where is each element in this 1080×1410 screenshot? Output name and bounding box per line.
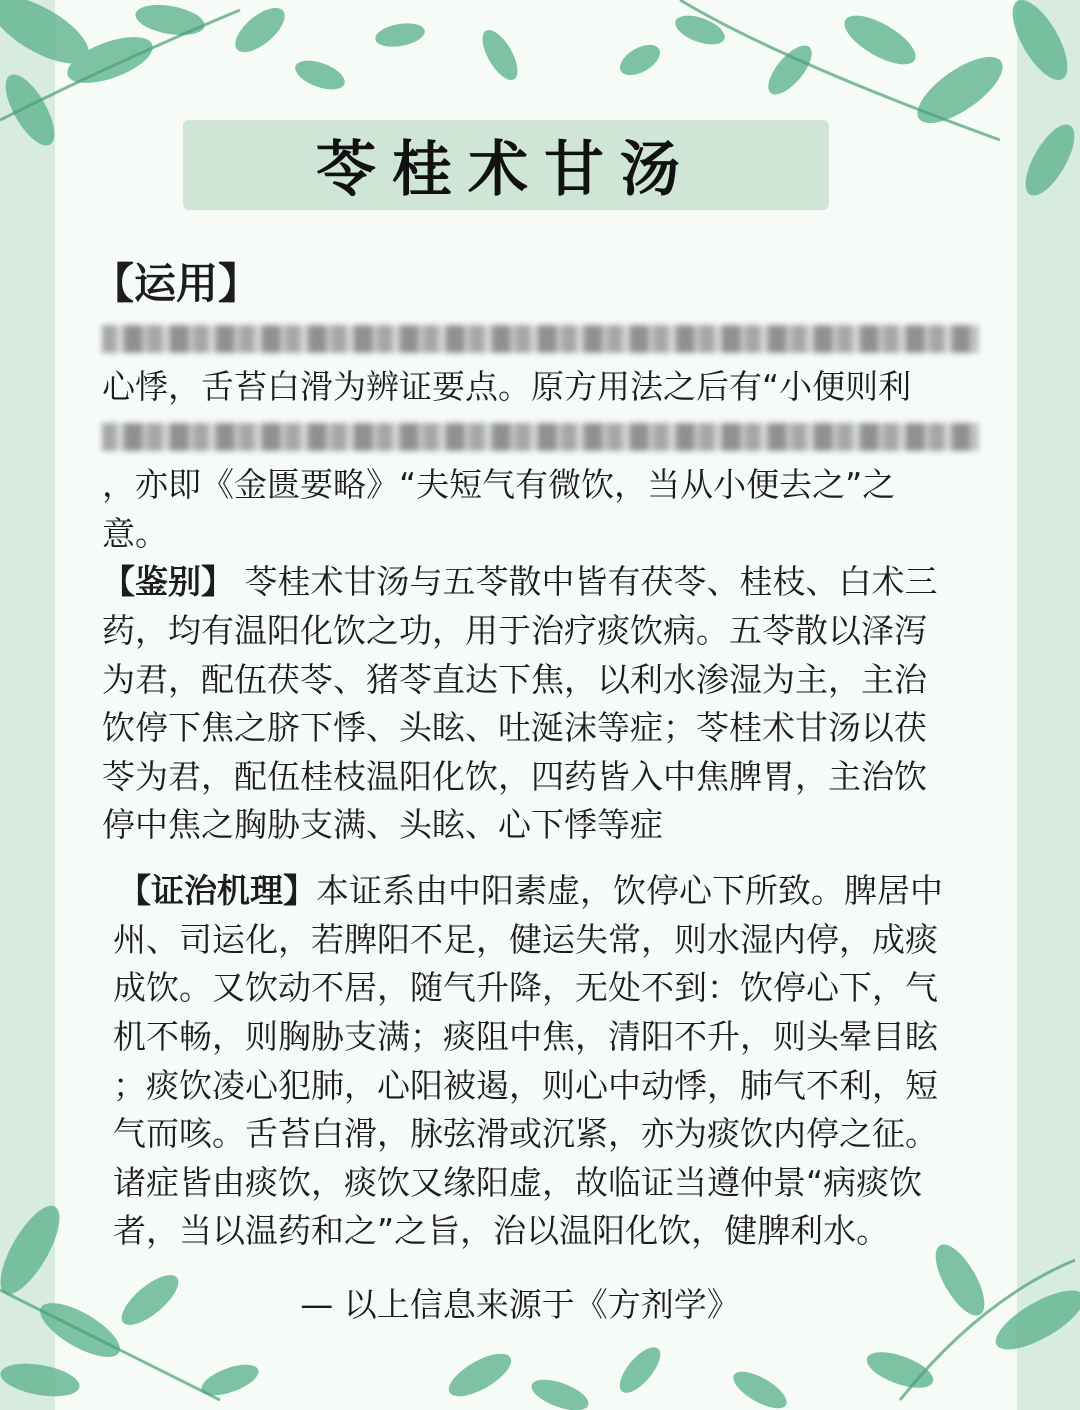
distinguish-line: 停中焦之胸胁支满、头眩、心下悸等症 (102, 805, 663, 844)
mechanism-line: 者，当以温药和之”之旨，治以温阳化饮，健脾利水。 (113, 1211, 890, 1250)
distinguish-line: 苓为君，配伍桂枝温阳化饮，四药皆入中焦脾胃，主治饮 (102, 757, 927, 796)
mechanism-line: 气而咳。舌苔白滑，脉弦滑或沉紧，亦为痰饮内停之征。 (113, 1114, 938, 1153)
mechanism-text: 本证系由中阳素虚，饮停心下所致。脾居中 (316, 871, 943, 910)
mechanism-line: 诸症皆由痰饮，痰饮又缘阳虚，故临证当遵仲景“病痰饮 (113, 1163, 923, 1202)
mechanism-line: ；痰饮凌心犯肺，心阳被遏，则心中动悸，肺气不利，短 (113, 1066, 938, 1105)
blurred-text-line (102, 423, 978, 451)
distinguish-text: 苓桂术甘汤与五苓散中皆有茯苓、桂枝、白术三 (244, 562, 938, 601)
distinguish-line: 为君，配伍茯苓、猪苓直达下焦，以利水渗湿为主，主治 (102, 660, 927, 699)
source-note: — 以上信息来源于《方剂学》 (300, 1285, 740, 1324)
usage-line-2: ，亦即《金匮要略》“夫短气有微饮，当从小便去之”之 (102, 465, 896, 504)
usage-heading: 【运用】 (92, 259, 261, 308)
distinguish-line: 饮停下焦之脐下悸、头眩、吐涎沫等症；苓桂术甘汤以茯 (102, 708, 927, 747)
usage-line-3: 意。 (102, 514, 168, 553)
mechanism-line: 州、司运化，若脾阳不足，健运失常，则水湿内停，成痰 (113, 920, 938, 959)
distinguish-heading: 【鉴别】 (102, 562, 234, 601)
title-banner (183, 120, 829, 210)
mechanism-line: 成饮。又饮动不居，随气升降，无处不到：饮停心下，气 (113, 968, 938, 1007)
usage-line-1: 心悸，舌苔白滑为辨证要点。原方用法之后有“小便则利 (102, 367, 912, 406)
distinguish-line: 药，均有温阳化饮之功，用于治疗痰饮病。五苓散以泽泻 (102, 611, 927, 650)
mechanism-heading: 【证治机理】 (118, 871, 316, 910)
mechanism-line: 机不畅，则胸胁支满；痰阻中焦，清阳不升，则头晕目眩 (113, 1017, 938, 1056)
blurred-text-line (102, 325, 978, 353)
distinguish-first-line (102, 557, 982, 606)
mechanism-first-line (118, 866, 998, 915)
page-title: 苓桂术甘汤 (316, 135, 696, 205)
